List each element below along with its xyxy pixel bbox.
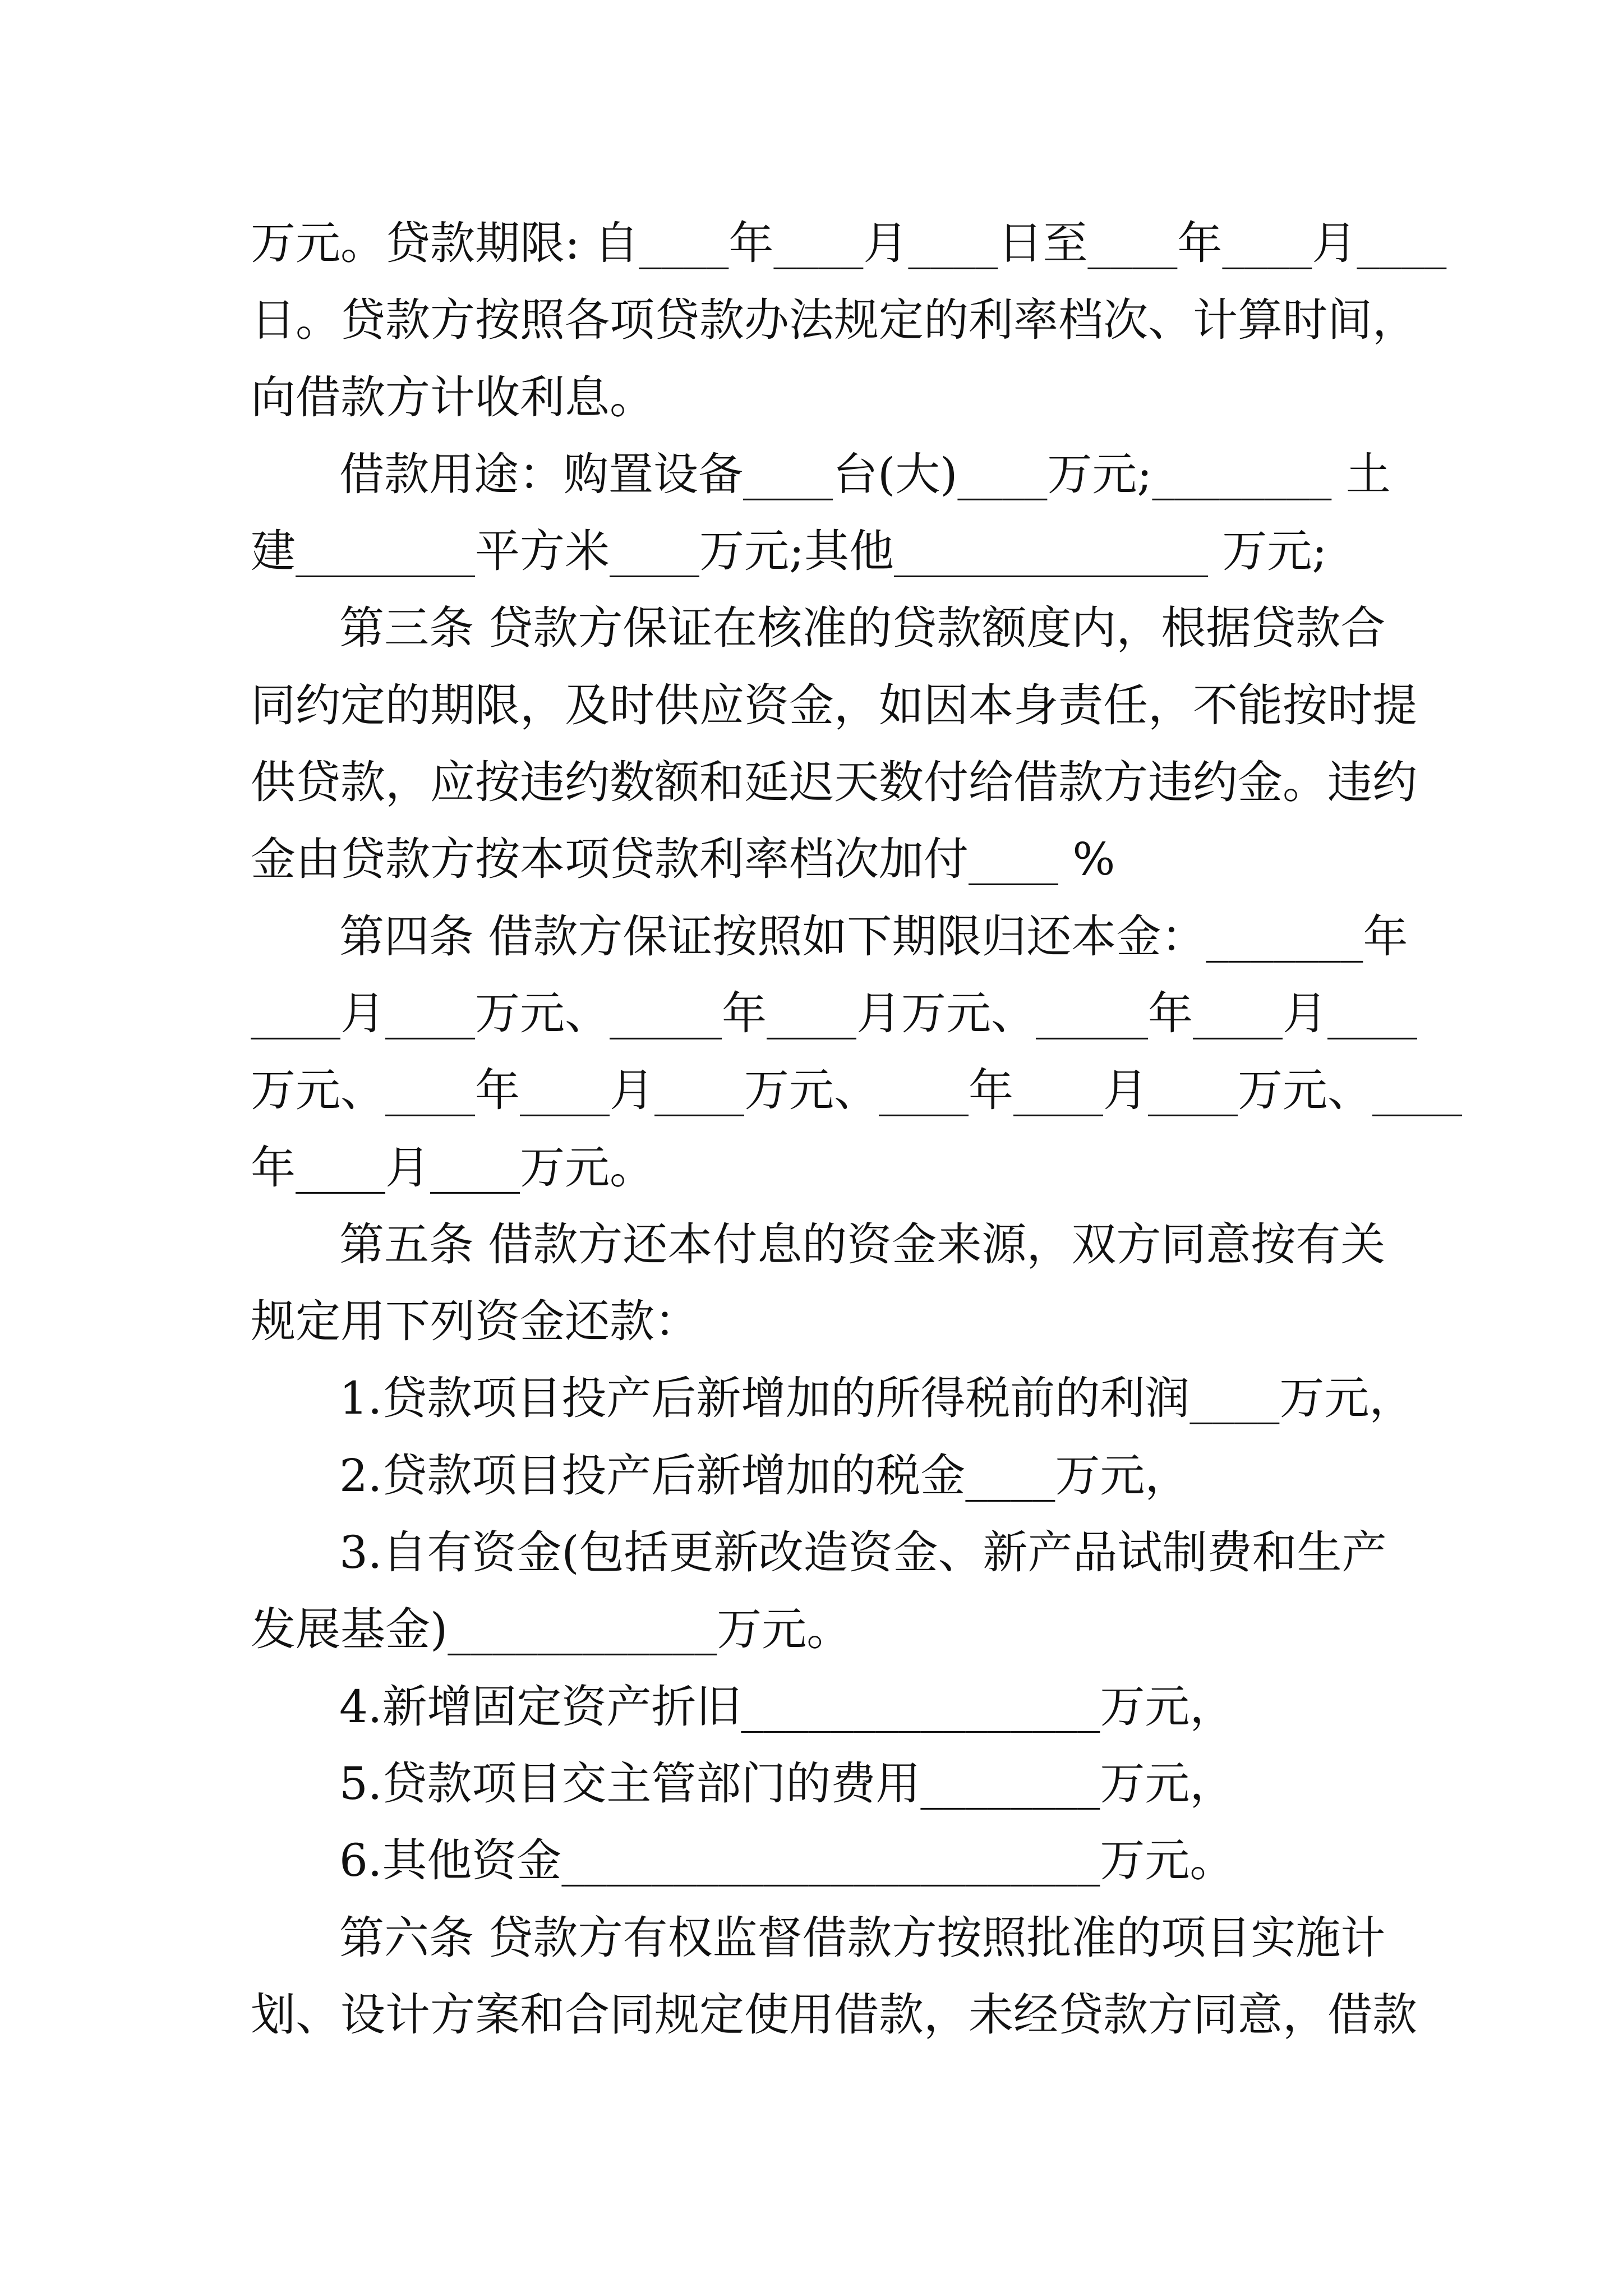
document-line: 6.其他资金________________________万元。 bbox=[339, 1834, 1235, 1887]
document-line: 供贷款，应按违约数额和延迟天数付给借款方违约金。违约 bbox=[251, 756, 1417, 809]
document-line: 借款用途：购置设备____台(大)____万元;________ 土 bbox=[339, 448, 1391, 500]
document-body bbox=[251, 205, 1484, 2053]
list-item bbox=[251, 1360, 1484, 1437]
list-item bbox=[251, 1514, 1484, 1668]
article-5-paragraph bbox=[251, 1206, 1484, 1360]
document-line: 同约定的期限，及时供应资金，如因本身责任，不能按时提 bbox=[251, 679, 1417, 731]
article-4-paragraph bbox=[251, 898, 1484, 1206]
list-item bbox=[251, 1822, 1484, 1899]
document-line: 4.新增固定资产折旧________________万元， bbox=[339, 1680, 1235, 1733]
document-line: 向借款方计收利息。 bbox=[251, 371, 654, 424]
article-5-item-list bbox=[251, 1360, 1484, 1899]
document-line: 第四条 借款方保证按照如下期限归还本金：_______年 bbox=[339, 910, 1408, 963]
document-line: 5.贷款项目交主管部门的费用________万元， bbox=[339, 1757, 1235, 1810]
document-line: 发展基金)____________万元。 bbox=[251, 1603, 852, 1656]
document-line: 2.贷款项目投产后新增加的税金____万元， bbox=[339, 1449, 1190, 1502]
list-item bbox=[251, 1745, 1484, 1822]
document-line: 年____月____万元。 bbox=[251, 1141, 654, 1194]
document-line: 第五条 借款方还本付息的资金来源，双方同意按有关 bbox=[339, 1218, 1386, 1271]
list-item bbox=[251, 1668, 1484, 1745]
document-line: ____月____万元、_____年____月万元、_____年____月____ bbox=[251, 987, 1417, 1039]
document-line: 3.自有资金(包括更新改造资金、新产品试制费和生产 bbox=[339, 1526, 1387, 1579]
document-line: 万元。贷款期限: 自____年____月____日至____年____月____ bbox=[251, 217, 1447, 269]
document-line: 万元、____年____月____万元、____年____月____万元、____ bbox=[251, 1064, 1462, 1117]
article-6-paragraph bbox=[251, 1899, 1484, 2054]
document-line: 日。贷款方按照各项贷款办法规定的利率档次、计算时间， bbox=[251, 294, 1417, 347]
document-line: 规定用下列资金还款： bbox=[251, 1295, 699, 1348]
document-line: 建________平方米____万元;其他______________ 万元; bbox=[251, 525, 1327, 578]
article-3-paragraph bbox=[251, 590, 1484, 898]
document-line: 第六条 贷款方有权监督借款方按照批准的项目实施计 bbox=[339, 1911, 1386, 1964]
document-line: 1.贷款项目投产后新增加的所得税前的利润____万元， bbox=[339, 1372, 1414, 1425]
loan-term-paragraph bbox=[251, 205, 1484, 436]
loan-purpose-paragraph bbox=[251, 436, 1484, 590]
list-item bbox=[251, 1437, 1484, 1514]
document-line: 第三条 贷款方保证在核准的贷款额度内，根据贷款合 bbox=[339, 602, 1386, 655]
document-line: 划、设计方案和合同规定使用借款，未经贷款方同意，借款 bbox=[251, 1988, 1417, 2041]
document-line: 金由贷款方按本项贷款利率档次加付____ % bbox=[251, 833, 1115, 886]
